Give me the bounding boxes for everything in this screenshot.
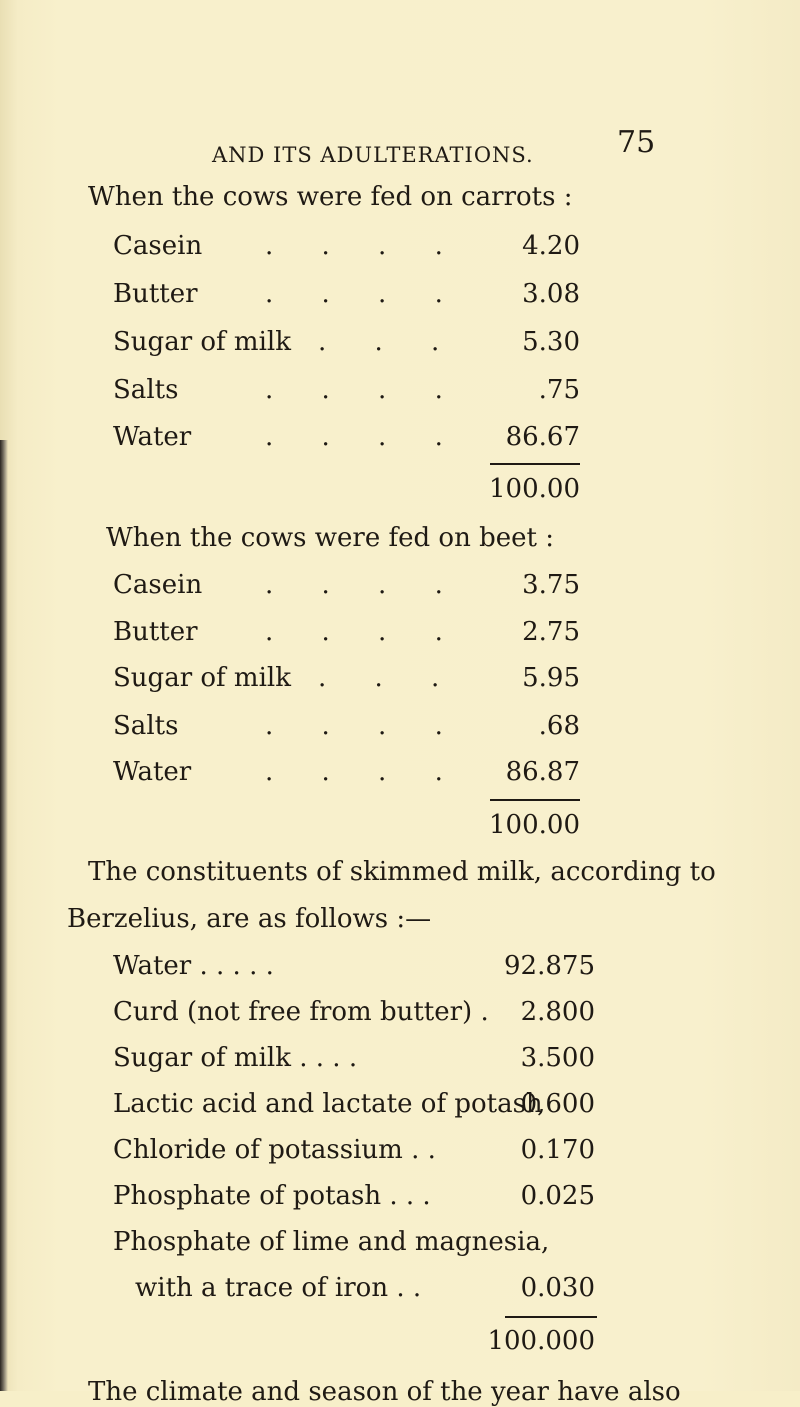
carrots-row-dots: . . . . [265, 231, 463, 261]
beet-row-dots: . . . . [265, 570, 463, 600]
beet-sum-rule [490, 799, 580, 801]
carrots-row-label: Salts [113, 375, 179, 405]
closing-line: The climate and season of the year have also [88, 1377, 681, 1407]
carrots-row-value: 4.20 [522, 231, 580, 261]
carrots-row-dots: . . . . [265, 375, 463, 405]
skimmed-row-label: with a trace of iron . . [135, 1273, 422, 1303]
skimmed-row-label: Water . . . . . [113, 951, 274, 981]
skimmed-intro-line2: Berzelius, are as follows :— [67, 904, 432, 934]
beet-row-label: Salts [113, 711, 179, 741]
skimmed-row-value: 0,600 [520, 1089, 595, 1119]
skimmed-total: 100.000 [487, 1326, 595, 1356]
page-number: 75 [617, 125, 656, 160]
skimmed-row-label: Chloride of potassium . . [113, 1135, 436, 1165]
skimmed-row-value: 3.500 [520, 1043, 595, 1073]
carrots-row-value: 86.67 [505, 422, 580, 452]
skimmed-row-label: Curd (not free from butter) . [113, 997, 489, 1027]
beet-row-label: Water [113, 757, 192, 787]
carrots-row-label: Sugar of milk [113, 327, 291, 357]
carrots-row-dots: . . . . [265, 279, 463, 309]
beet-heading: When the cows were fed on beet : [106, 523, 554, 553]
skimmed-row-label: Phosphate of potash . . . [113, 1181, 431, 1211]
skimmed-intro-line1: The constituents of skimmed milk, according to [88, 857, 716, 887]
beet-row-label: Sugar of milk [113, 663, 291, 693]
beet-row-dots: . . . . [265, 757, 463, 787]
beet-row-value: 2.75 [522, 617, 580, 647]
beet-row-dots: . . . . [265, 617, 463, 647]
skimmed-row-label: Sugar of milk . . . . [113, 1043, 358, 1073]
skimmed-row-label: Phosphate of lime and magnesia, [113, 1227, 550, 1257]
skimmed-row-label: Lactic acid and lactate of potash [113, 1089, 543, 1119]
skimmed-row-value: 92.875 [504, 951, 595, 981]
beet-row-dots: . . . . [265, 711, 463, 741]
carrots-row-value: .75 [538, 375, 580, 405]
skimmed-row-value: 0.025 [520, 1181, 595, 1211]
beet-row-dots: . . . [318, 663, 460, 693]
carrots-row-label: Butter [113, 279, 198, 309]
skimmed-sum-rule [505, 1316, 597, 1318]
binding-edge [0, 440, 8, 1391]
skimmed-row-value: 2.800 [520, 997, 595, 1027]
carrots-row-value: 5.30 [522, 327, 580, 357]
carrots-total: 100.00 [489, 474, 580, 504]
beet-row-label: Casein [113, 570, 203, 600]
beet-total: 100.00 [489, 810, 580, 840]
skimmed-row-value: 0.170 [520, 1135, 595, 1165]
running-header: AND ITS ADULTERATIONS. [212, 143, 534, 167]
beet-row-value: .68 [538, 711, 580, 741]
carrots-row-label: Casein [113, 231, 203, 261]
carrots-row-value: 3.08 [522, 279, 580, 309]
carrots-row-dots: . . . [318, 327, 460, 357]
carrots-row-dots: . . . . [265, 422, 463, 452]
beet-row-value: 5.95 [522, 663, 580, 693]
carrots-row-label: Water [113, 422, 192, 452]
carrots-sum-rule [490, 463, 580, 465]
carrots-heading: When the cows were fed on carrots : [88, 182, 573, 212]
beet-row-value: 3.75 [522, 570, 580, 600]
beet-row-value: 86.87 [505, 757, 580, 787]
beet-row-label: Butter [113, 617, 198, 647]
skimmed-row-value: 0.030 [520, 1273, 595, 1303]
